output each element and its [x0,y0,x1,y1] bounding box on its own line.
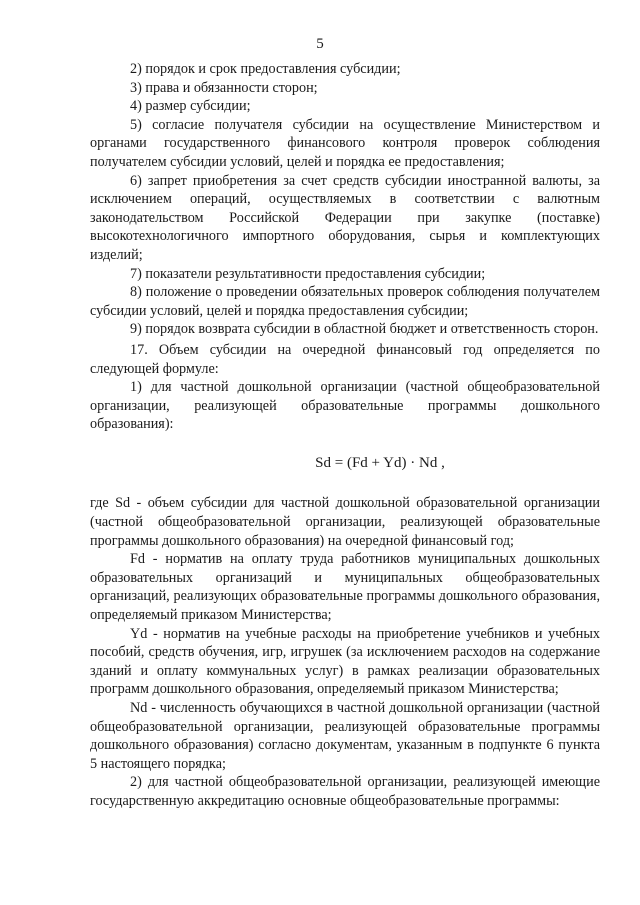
page-number: 5 [316,36,324,52]
definition-fd: Fd - норматив на оплату труда работников муниципальных дошкольных образовательных организаций и муниципальных общеобразовательных организаций, реализующих образовательные программы дошкольного образования, определяемый приказом Министерства; [90,551,600,624]
list-item: 2) порядок и срок предоставления субсидии; [130,61,401,77]
subitem-2: 2) для частной общеобразовательной организации, реализующей имеющие государственную аккредитацию основные общеобразовательные программы: [90,774,600,809]
list-item: 3) права и обязанности сторон; [130,79,318,96]
subitem-1: 1) для частной дошкольной организации (частной общеобразовательной организации, реализующей образовательные программы дошкольного образования): [90,379,600,433]
definition-sd: где Sd - объем субсидии для частной дошкольной образовательной организации (частной общеобразовательной организации, реализующей образовательные программы дошкольного образования) на очередной финансовый год; [90,495,600,549]
list-item: 8) положение о проведении обязательных проверок соблюдения получателем субсидии условий, целей и порядка предоставления субсидии; [90,284,600,319]
subsidy-formula: Sd = (Fd + Yd) · Nd , [315,454,445,471]
list-item: 9) порядок возврата субсидии в областной бюджет и ответственность сторон. [130,321,599,338]
section-17-intro: 17. Объем субсидии на очередной финансовый год определяется по следующей формуле: [90,341,600,377]
definition-yd: Yd - норматив на учебные расходы на приобретение учебников и учебных пособий, средств обучения, игр, игрушек (за исключением расходов на содержание зданий и оплату коммунальных услуг) в рамках реализации образовательных программ дошкольного образования, определяемый приказом Министерства; [90,625,600,698]
document-body [90,60,600,811]
definition-nd: Nd - численность обучающихся в частной дошкольной организации (частной общеобразовательной организации, реализующей образовательные программы дошкольного образования) согласно документам, указанным в подпункте 6 пункта 5 настоящего порядка; [90,700,600,772]
list-item: 5) согласие получателя субсидии на осуществление Министерством и органами государственного финансового контроля проверок соблюдения получателем субсидии условий, целей и порядка ее предоставления; [90,116,600,170]
list-item: 4) размер субсидии; [130,98,251,115]
list-item: 6) запрет приобретения за счет средств субсидии иностранной валюты, за исключением операций, осуществляемых в соответствии с валютным законодательством Российской Федерации при закупке (поставке) высокотехнологичного импортного оборудования, сырья и комплектующих изделий; [90,172,600,263]
list-item: 7) показатели результативности предоставления субсидии; [130,265,486,282]
